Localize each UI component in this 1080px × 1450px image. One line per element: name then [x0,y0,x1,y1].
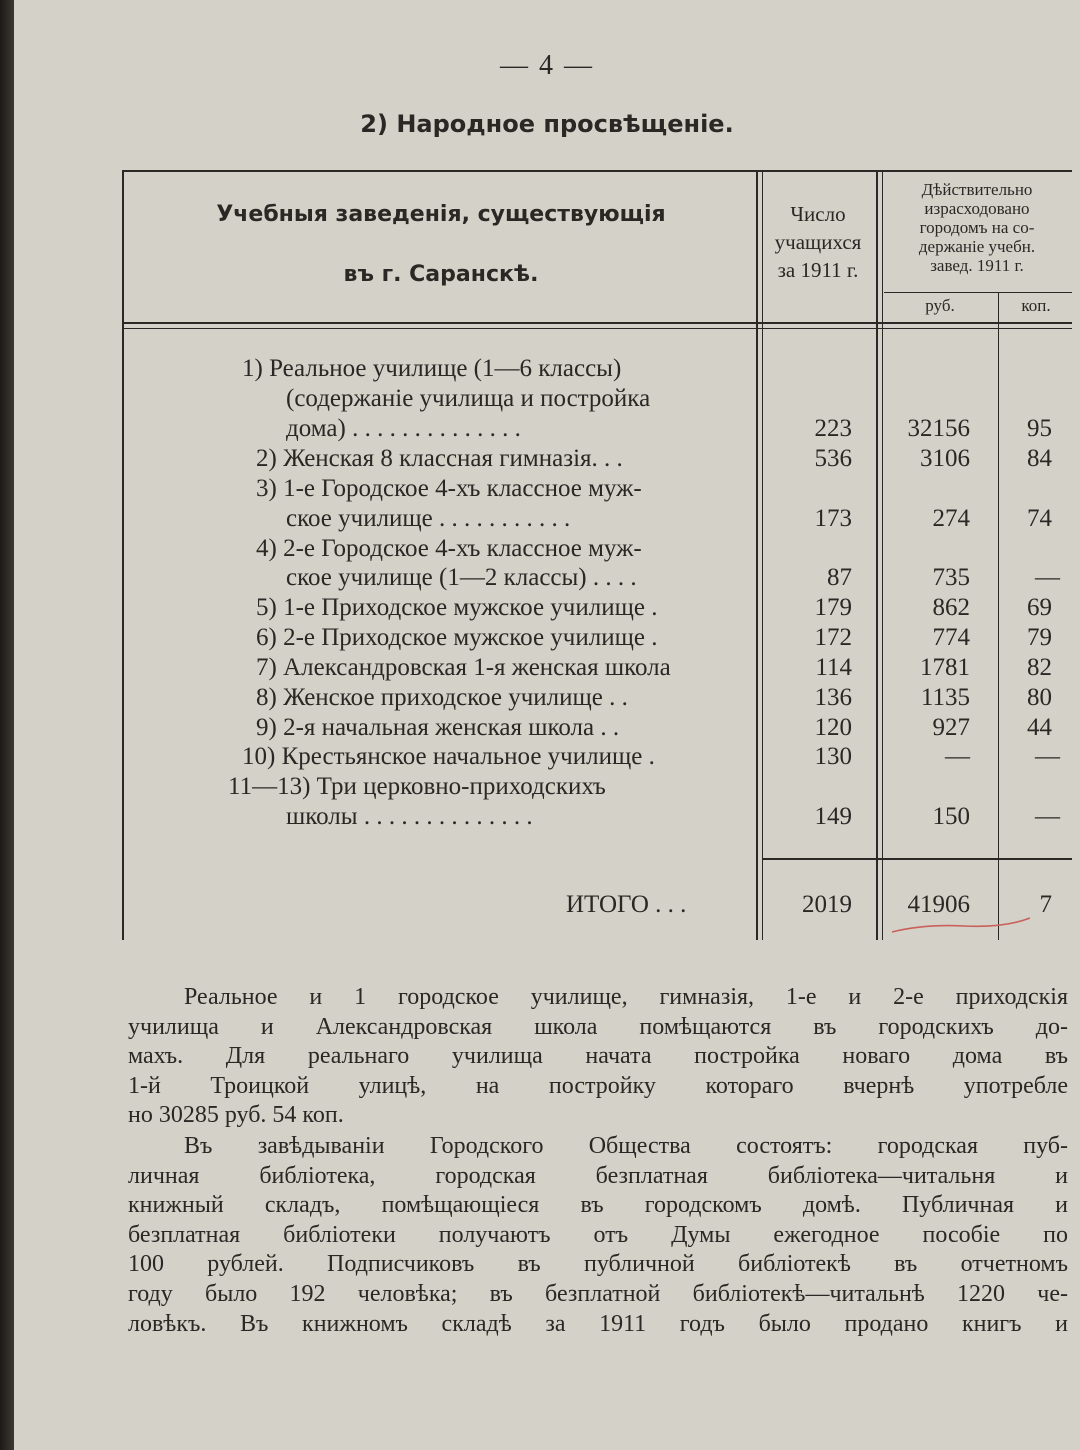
total-label: ИТОГО . . . [566,891,687,918]
paragraph-1-line-1: Реальное и 1 городское училище, гимназія, 1-е и 2-е приходскія [184,984,1068,1010]
row-3-line-1: 3) 1-е Городское 4-хъ классное муж- [256,475,642,502]
row-4-kop: — [1035,564,1060,591]
row-6-students: 172 [814,624,852,651]
row-7-students: 114 [815,654,852,681]
paragraph-2-line-6: году было 192 человѣка; въ безплатной библіотекѣ—читальнѣ 1220 че- [128,1280,1068,1307]
row-4-line-1: 4) 2-е Городское 4-хъ классное муж- [256,535,642,562]
header-spent-3: городомъ на со- [919,218,1035,237]
row-3-students: 173 [814,505,852,532]
page-number: — 4 — [500,50,594,81]
row-4-line-2: ское училище (1—2 классы) . . . . [286,564,637,591]
row-10-students: 130 [814,743,852,770]
row-2-students: 536 [814,445,852,472]
row-5-rub: 862 [932,594,970,621]
row-8-students: 136 [814,684,852,711]
header-spent-4: держаніе учебн. [918,237,1036,256]
total-students: 2019 [802,891,852,918]
page-edge-shadow [0,0,14,1450]
row-1-rub: 32156 [907,415,970,442]
section-title: 2) Народное просвѣщеніе. [360,110,734,138]
header-students-1: Число [790,202,846,226]
row-5-line-1: 5) 1-е Приходское мужское училище . [256,594,658,621]
row-1-line-2: (содержаніе училища и постройка [286,385,651,412]
row-11-line-1: 11—13) Три церковно-приходскихъ [228,773,606,800]
total-rule [762,858,1072,860]
row-10-line-1: 10) Крестьянское начальное училище . [242,743,655,770]
header-rub: руб. [925,296,955,315]
header-rule-1 [122,322,1072,324]
row-9-kop: 44 [1027,714,1052,741]
paragraph-1-line-4: 1-й Троицкой улицѣ, на постройку котораго вчернѣ употребле [128,1072,1068,1099]
subheader-rule [884,292,1072,293]
header-institutions-2: въ г. Саранскѣ. [343,262,539,287]
paragraph-2-line-7: ловѣкъ. Въ книжномъ складѣ за 1911 годъ было продано книгъ и [128,1310,1068,1337]
row-9-rub: 927 [932,714,970,741]
header-spent-2: израсходовано [924,199,1030,218]
row-10-rub: — [945,743,970,770]
column-divider-3 [998,292,999,940]
paragraph-2 [128,1132,1068,1339]
row-1-line-1: 1) Реальное училище (1—6 классы) [242,355,622,382]
row-7-kop: 82 [1027,654,1052,681]
column-divider-1 [756,170,758,940]
paragraph-2-line-4: безплатная библіотеки получаютъ отъ Думы ежегодное пособіе по [128,1221,1068,1248]
row-5-students: 179 [814,594,852,621]
paragraph-1-line-2: училища и Александровская школа помѣщаются въ городскихъ до- [128,1013,1068,1040]
paragraph-2-line-1: Въ завѣдываніи Городского Общества состоятъ: городская пуб- [184,1133,1068,1159]
table-left-border [122,170,124,940]
paragraph-2-line-3: книжный складъ, помѣщающіеся въ городскомъ домѣ. Публичная и [128,1192,1068,1219]
row-5-kop: 69 [1027,594,1052,621]
row-9-students: 120 [814,714,852,741]
header-spent-5: завед. 1911 г. [930,256,1024,275]
header-institutions-1: Учебныя заведенія, существующія [216,202,666,227]
row-1-students: 223 [814,415,852,442]
row-4-rub: 735 [932,564,970,591]
row-6-kop: 79 [1027,624,1052,651]
row-7-line-1: 7) Александровская 1-я женская школа [256,654,671,681]
row-1-line-3: дома) . . . . . . . . . . . . . . [286,415,521,442]
header-rule-2 [122,328,1072,329]
row-3-rub: 274 [932,505,970,532]
paragraph-2-line-5: 100 рублей. Подписчиковъ въ публичной библіотекѣ въ отчетномъ [128,1251,1068,1278]
row-1-kop: 95 [1027,415,1052,442]
red-pencil-mark [884,910,1034,940]
header-spent-1: Дѣйствительно [921,180,1033,199]
paragraph-1-line-5: но 30285 руб. 54 коп. [128,1102,344,1129]
row-2-rub: 3106 [920,445,970,472]
row-6-line-1: 6) 2-е Приходское мужское училище . [256,624,658,651]
row-9-line-1: 9) 2-я начальная женская школа . . [256,714,620,741]
table-top-rule [122,170,1072,172]
row-11-kop: — [1035,803,1060,830]
row-11-rub: 150 [932,803,970,830]
row-11-line-2: школы . . . . . . . . . . . . . . [286,803,533,830]
column-divider-2 [876,170,878,940]
total-kop: 7 [1039,891,1052,918]
header-students-2: учащихся [774,230,862,254]
row-3-line-2: ское училище . . . . . . . . . . . [286,505,571,532]
row-3-kop: 74 [1027,505,1052,532]
paragraph-1-line-3: махъ. Для реальнаго училища начата постройка новаго дома въ [128,1043,1068,1070]
row-2-line-1: 2) Женская 8 классная гимназія. . . [256,445,623,472]
row-4-students: 87 [827,564,852,591]
row-6-rub: 774 [932,624,970,651]
header-students-3: за 1911 г. [777,258,859,282]
document-page [14,0,1080,1450]
row-11-students: 149 [814,803,852,830]
row-2-kop: 84 [1027,445,1052,472]
row-8-kop: 80 [1027,684,1052,711]
paragraph-2-line-2: личная библіотека, городская безплатная библіотека—читальня и [128,1162,1068,1189]
row-7-rub: 1781 [920,654,970,681]
paragraph-1 [128,983,1068,1131]
header-kop: коп. [1021,296,1051,315]
row-8-line-1: 8) Женское приходское училище . . [256,684,628,711]
column-divider-1b [762,170,763,940]
column-divider-2b [882,170,883,940]
total-rub: 41906 [907,891,970,918]
row-8-rub: 1135 [920,684,970,711]
row-10-kop: — [1035,743,1060,770]
